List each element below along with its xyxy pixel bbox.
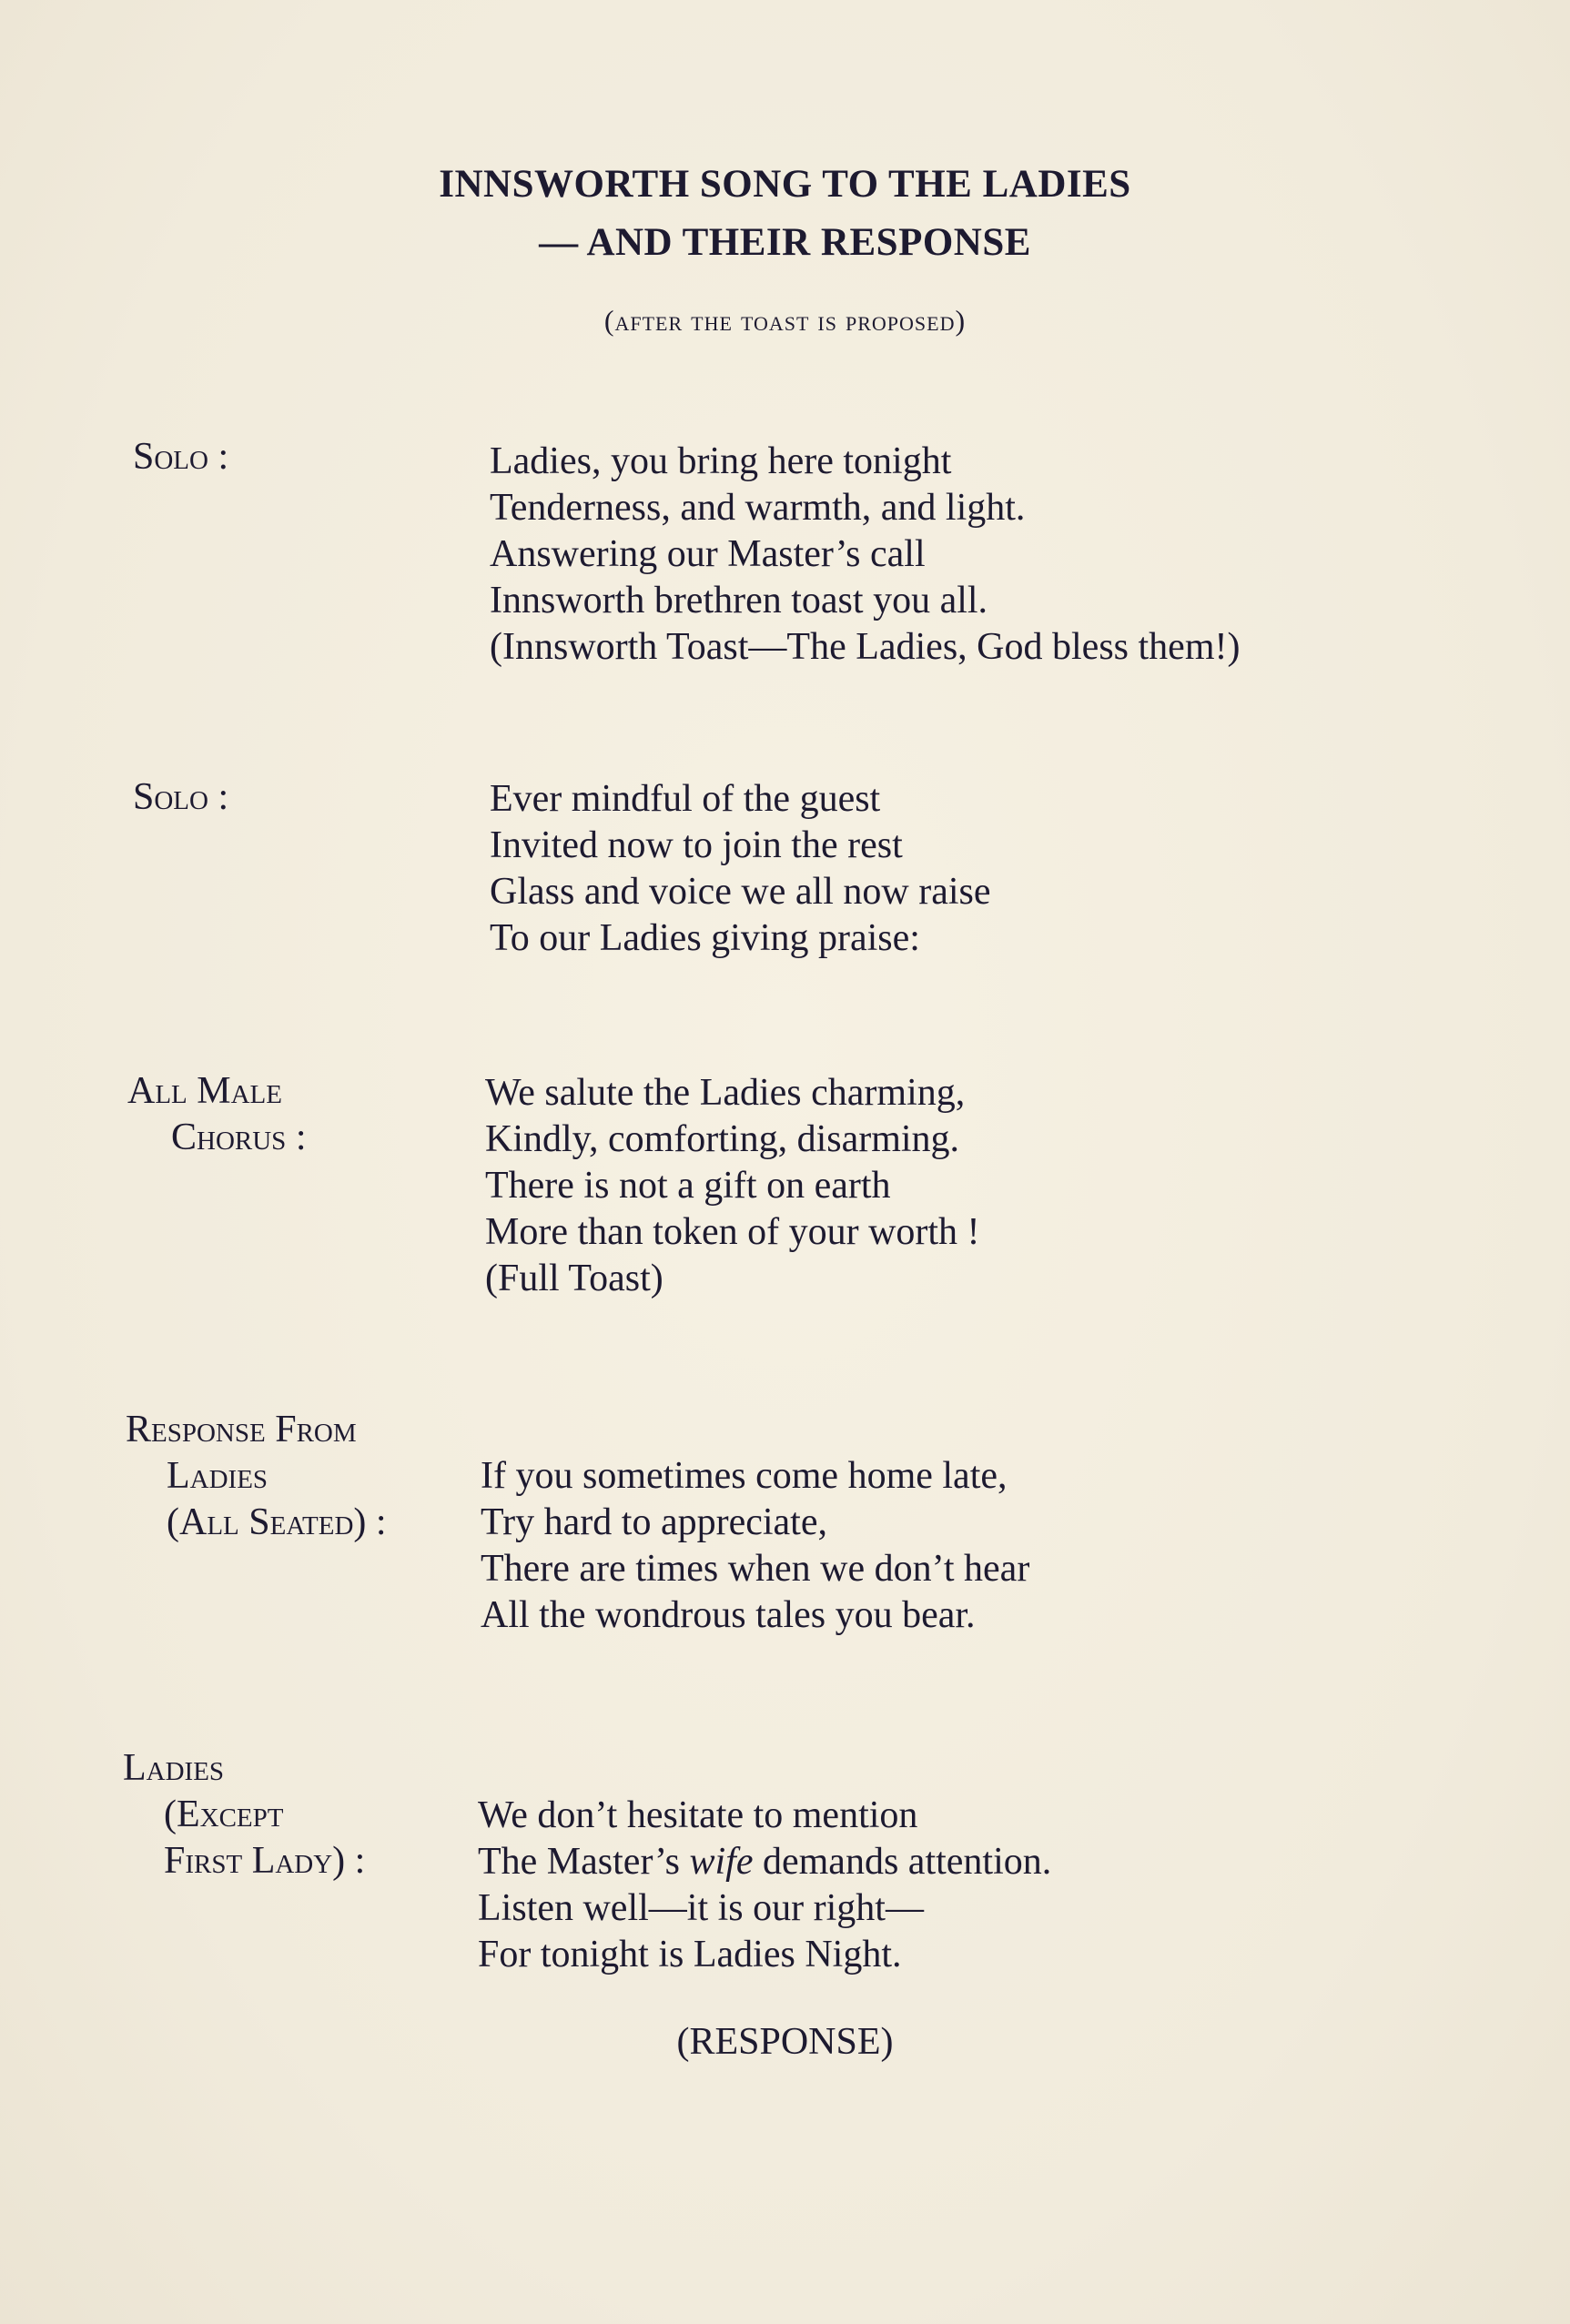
section-2-label-line: Solo : — [133, 776, 229, 818]
section-4-label-line: Ladies — [167, 1455, 268, 1497]
section-1-verse — [490, 439, 1240, 671]
section-4-verse — [481, 1453, 1029, 1639]
section-3-label — [127, 1068, 306, 1161]
verse-text: demands attention. — [753, 1841, 1052, 1883]
section-5-verse — [478, 1793, 1051, 1978]
verse-line: There is not a gift on earth — [485, 1165, 891, 1207]
section-2-label — [133, 774, 228, 821]
response-footer: (RESPONSE) — [676, 2021, 894, 2063]
section-4-label-line: Response From — [126, 1409, 357, 1450]
section-5-label — [123, 1745, 365, 1884]
verse-line: Invited now to join the rest — [490, 824, 903, 866]
section-4-label — [126, 1407, 387, 1546]
verse-line-with-emphasis — [478, 1839, 1051, 1885]
verse-line: More than token of your worth ! — [485, 1211, 980, 1253]
section-3-label-line: All Male — [127, 1070, 282, 1112]
verse-line: Ladies, you bring here tonight — [490, 440, 952, 482]
section-2-verse — [490, 776, 991, 962]
section-1-label — [133, 434, 228, 480]
verse-line: If you sometimes come home late, — [481, 1455, 1008, 1497]
verse-line: Answering our Master’s call — [490, 533, 926, 575]
subtitle: (after the toast is proposed) — [603, 304, 967, 337]
section-1-label-line: Solo : — [133, 436, 229, 478]
section-5-label-line: (Except — [164, 1794, 284, 1835]
verse-line: Ever mindful of the guest — [490, 778, 881, 820]
verse-line: We salute the Ladies charming, — [485, 1072, 966, 1114]
verse-line: (Full Toast) — [485, 1258, 663, 1299]
section-5-label-line: Ladies — [123, 1747, 225, 1789]
verse-line: For tonight is Ladies Night. — [478, 1934, 902, 1975]
verse-line: All the wondrous tales you bear. — [481, 1594, 976, 1636]
section-4-label-line: (All Seated) : — [167, 1501, 387, 1543]
verse-line: Listen well—it is our right— — [478, 1887, 924, 1929]
verse-line: There are times when we don’t hear — [481, 1548, 1030, 1590]
verse-text: The Master’s — [478, 1841, 690, 1883]
section-3-verse — [485, 1070, 980, 1302]
verse-line: (Innsworth Toast—The Ladies, God bless them!) — [490, 626, 1241, 668]
section-5-label-line: First Lady) : — [164, 1840, 366, 1882]
verse-line: Innsworth brethren toast you all. — [490, 580, 988, 621]
verse-line: Kindly, comforting, disarming. — [485, 1118, 960, 1160]
verse-line: Glass and voice we all now raise — [490, 871, 991, 913]
verse-line: Tenderness, and warmth, and light. — [490, 487, 1026, 529]
section-3-label-line: Chorus : — [171, 1117, 307, 1158]
title-line-1: INNSWORTH SONG TO THE LADIES — [439, 163, 1131, 206]
verse-line: Try hard to appreciate, — [481, 1501, 827, 1543]
verse-line: We don’t hesitate to mention — [478, 1794, 918, 1836]
verse-line: To our Ladies giving praise: — [490, 917, 920, 959]
emphasized-word: wife — [689, 1841, 754, 1883]
title-line-2: — AND THEIR RESPONSE — [539, 221, 1031, 264]
